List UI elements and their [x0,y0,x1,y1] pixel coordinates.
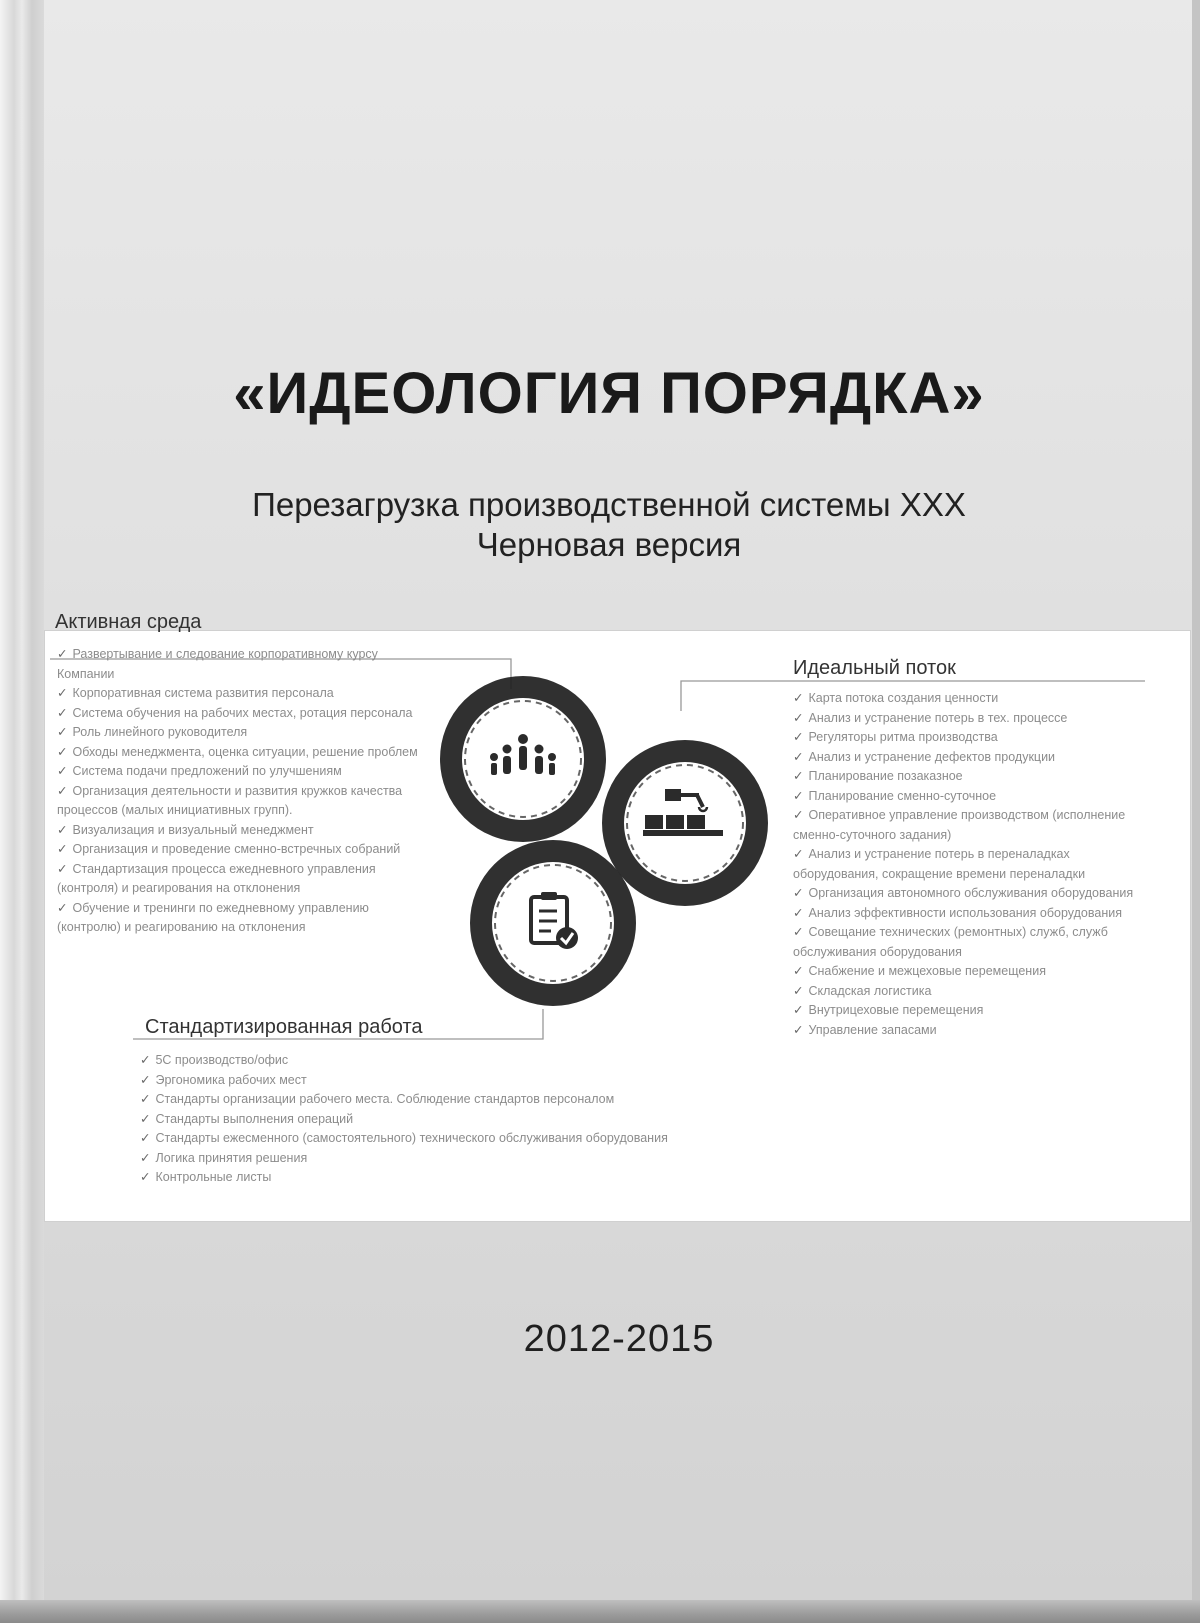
list-item: ✓ 5С производство/офис [140,1053,289,1067]
check-icon: ✓ [140,1053,151,1067]
check-icon: ✓ [793,730,804,744]
check-icon: ✓ [140,1111,151,1126]
ideal-flow-circle [613,751,757,895]
list-item: ✓ Анализ и устранение потерь в тех. процессе [793,710,1068,725]
book-spine [0,0,44,1623]
check-icon: ✓ [793,886,804,900]
list-item: ✓ Визуализация и визуальный менеджмент [57,822,314,837]
ideal-flow-title: Идеальный поток [793,657,956,679]
list-item: ✓ Планирование сменно-суточное [793,788,997,803]
check-icon: ✓ [57,764,68,778]
check-icon: ✓ [793,925,804,939]
check-icon: ✓ [57,783,68,798]
years-label: 2012-2015 [523,1318,715,1360]
check-icon: ✓ [793,983,804,998]
check-icon: ✓ [793,1003,804,1017]
check-icon: ✓ [57,686,68,700]
check-icon: ✓ [793,691,804,705]
ideal-flow-list [793,689,1143,1040]
check-icon: ✓ [57,822,68,837]
page-edge [0,1600,1200,1623]
list-item: ✓ Организация автономного обслуживания оборудования [793,886,1134,900]
list-item: ✓ Внутрицеховые перемещения [793,1003,984,1017]
list-item: ✓ Анализ и устранение потерь в переналадках оборудования, сокращение времени переналадки [793,847,1086,881]
list-item: ✓ Система подачи предложений по улучшениям [57,764,342,778]
check-icon: ✓ [140,1092,151,1106]
list-item: ✓ Регуляторы ритма производства [793,730,998,744]
list-item: ✓ Эргономика рабочих мест [140,1072,307,1087]
clipboard-check-icon [531,892,578,949]
standard-work-circle [481,851,625,995]
list-item: ✓ Развертывание и следование корпоративному курсу Компании [57,647,378,681]
check-icon: ✓ [57,725,68,739]
check-icon: ✓ [793,905,804,920]
check-icon: ✓ [793,964,804,978]
check-icon: ✓ [140,1072,151,1087]
list-item: ✓ Обучение и тренинги по ежедневному управлению (контролю) и реагированию на отклонения [57,900,369,934]
list-item: ✓ Анализ и устранение дефектов продукции [793,749,1056,764]
list-item: ✓ Обходы менеджмента, оценка ситуации, решение проблем [57,744,418,759]
standard-work-list [140,1051,790,1188]
list-item: ✓ Система обучения на рабочих местах, ротация персонала [57,705,413,720]
check-icon: ✓ [793,788,804,803]
check-icon: ✓ [793,1022,804,1037]
check-icon: ✓ [57,900,68,915]
list-item: ✓ Оперативное управление производством (исполнение сменно-суточного задания) [793,808,1126,842]
list-item: ✓ Стандартизация процесса ежедневного управления (контроля) и реагирования на отклонения [57,861,376,895]
check-icon: ✓ [793,847,804,861]
check-icon: ✓ [140,1170,151,1184]
check-icon: ✓ [57,861,68,876]
list-item: ✓ Складская логистика [793,983,932,998]
list-item: ✓ Логика принятия решения [140,1150,308,1165]
check-icon: ✓ [793,749,804,764]
check-icon: ✓ [140,1131,151,1145]
list-item: ✓ Снабжение и межцеховые перемещения [793,964,1046,978]
active-env-title: Активная среда [55,611,202,633]
list-item: ✓ Стандарты выполнения операций [140,1111,354,1126]
check-icon: ✓ [57,705,68,720]
active-env-list [57,645,427,938]
book-title: «ИДЕОЛОГИЯ ПОРЯДКА» [233,361,985,426]
check-icon: ✓ [57,842,68,856]
list-item: ✓ Стандарты ежесменного (самостоятельного) технического обслуживания оборудования [140,1131,668,1145]
list-item: ✓ Организация и проведение сменно-встречных собраний [57,842,401,856]
check-icon: ✓ [793,710,804,725]
list-item: ✓ Управление запасами [793,1022,937,1037]
list-item: ✓ Контрольные листы [140,1170,272,1184]
list-item: ✓ Роль линейного руководителя [57,725,248,739]
list-item: ✓ Корпоративная система развития персонала [57,686,334,700]
people-team-icon [490,734,556,775]
standard-work-title: Стандартизированная работа [145,1016,423,1038]
check-icon: ✓ [57,647,68,661]
list-item: ✓ Анализ эффективности использования оборудования [793,905,1122,920]
check-icon: ✓ [57,744,68,759]
robot-conveyor-icon [643,789,723,836]
check-icon: ✓ [793,808,804,822]
check-icon: ✓ [140,1150,151,1165]
list-item: ✓ Планирование позаказное [793,769,963,783]
subtitle-line1: Перезагрузка производственной системы XXX [252,486,966,523]
active-env-circle [451,687,595,831]
list-item: ✓ Стандарты организации рабочего места. Соблюдение стандартов персоналом [140,1092,615,1106]
list-item: ✓ Организация деятельности и развития кружков качества процессов (малых инициативных групп). [57,783,403,817]
check-icon: ✓ [793,769,804,783]
list-item: ✓ Совещание технических (ремонтных) служб, служб обслуживания оборудования [793,925,1108,959]
list-item: ✓ Карта потока создания ценности [793,691,999,705]
diagram-panel [44,611,1191,1222]
subtitle-line2: Черновая версия [476,526,742,563]
